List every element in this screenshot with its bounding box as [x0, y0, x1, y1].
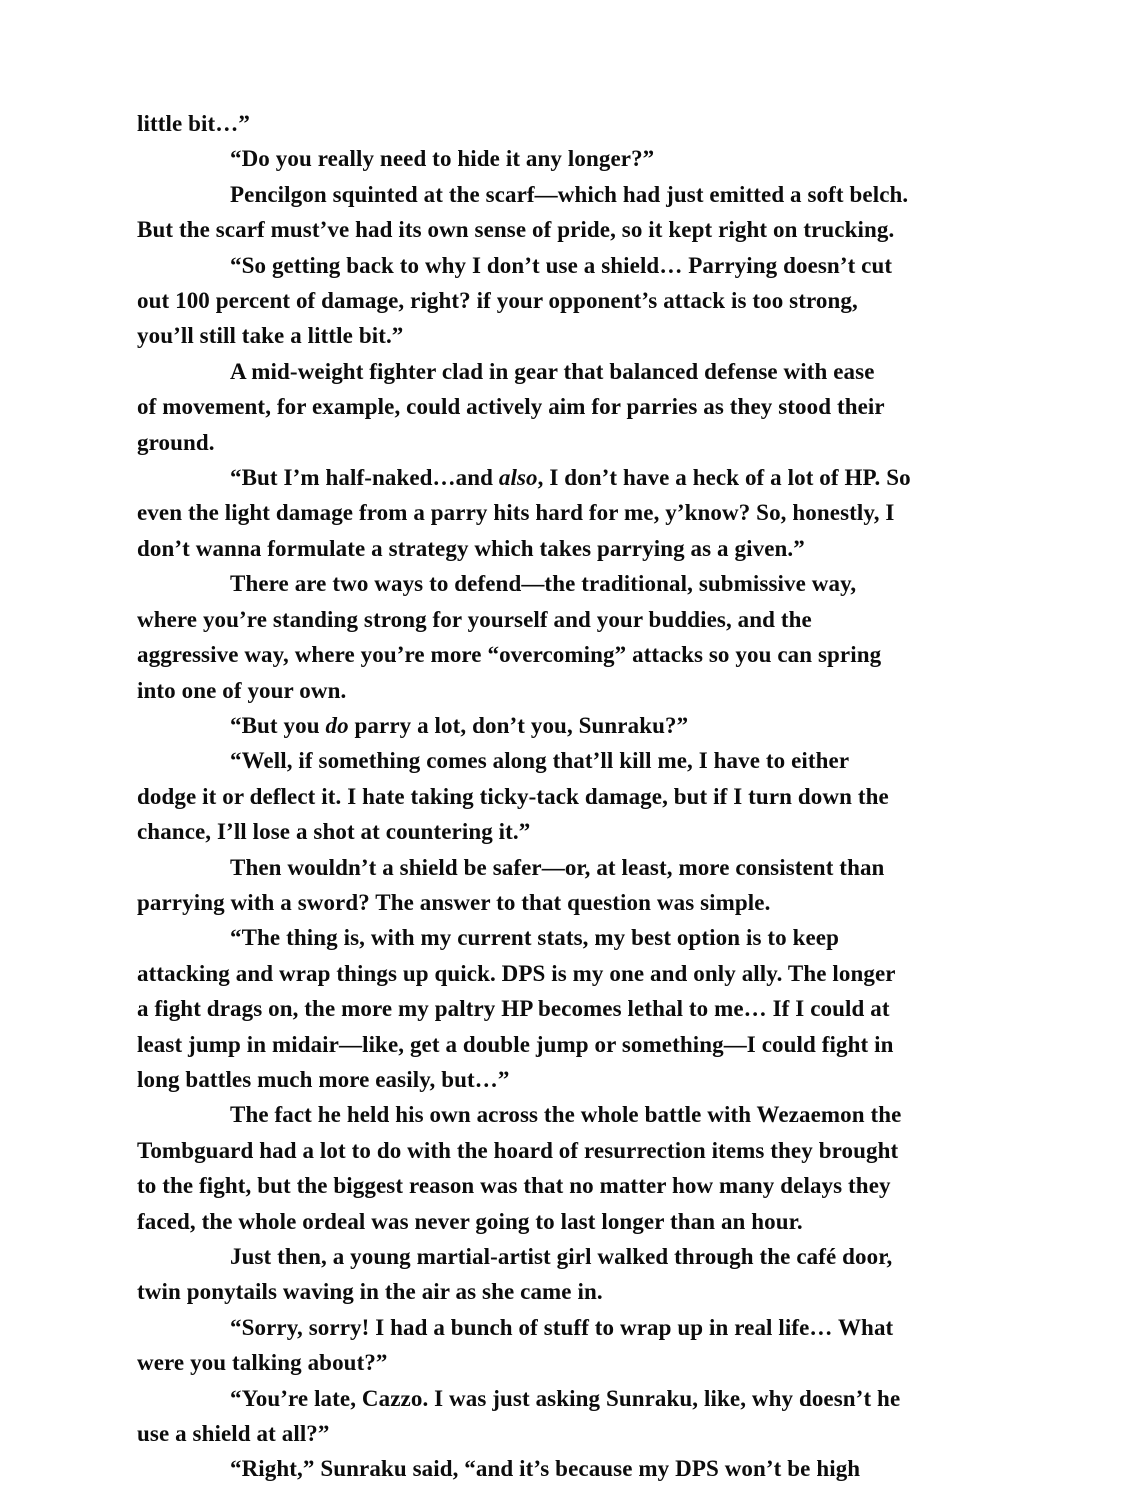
text-line: least jump in midair—like, get a double jump or something—I could fight in	[137, 1031, 894, 1057]
text-line: The fact he held his own across the whole battle with Wezaemon the	[230, 1102, 902, 1128]
text-line: Pencilgon squinted at the scarf—which had just emitted a soft belch.	[230, 181, 909, 207]
text-line: parrying with a sword? The answer to that question was simple.	[137, 889, 771, 915]
text-line: “The thing is, with my current stats, my best option is to keep	[230, 925, 840, 951]
text-line: out 100 percent of damage, right? if your opponent’s attack is too strong,	[137, 288, 858, 314]
text-line: of movement, for example, could actively aim for parries as they stood their	[137, 394, 885, 420]
text-line: “But I’m half-naked…and also, I don’t have a heck of a lot of HP. So	[230, 465, 911, 491]
text-line: There are two ways to defend—the traditional, submissive way,	[230, 571, 857, 597]
text-line: “Well, if something comes along that’ll kill me, I have to either	[230, 748, 850, 774]
text-line: to the fight, but the biggest reason was that no matter how many delays they	[137, 1173, 891, 1199]
paragraph	[137, 1451, 1037, 1486]
text-line: A mid-weight fighter clad in gear that balanced defense with ease	[230, 358, 875, 384]
text-line: But the scarf must’ve had its own sense of pride, so it kept right on trucking.	[137, 217, 895, 243]
text-line: “You’re late, Cazzo. I was just asking Sunraku, like, why doesn’t he	[230, 1385, 901, 1411]
paragraph	[137, 248, 1037, 354]
text-line: “But you do parry a lot, don’t you, Sunraku?”	[230, 712, 689, 738]
paragraph	[137, 566, 1037, 708]
text-line: little bit…”	[137, 111, 250, 136]
paragraph	[137, 1381, 1037, 1452]
text-line: “So getting back to why I don’t use a shield… Parrying doesn’t cut	[230, 252, 893, 278]
paragraph	[137, 1239, 1037, 1310]
text-line: Just then, a young martial-artist girl walked through the café door,	[230, 1244, 893, 1269]
paragraph	[137, 850, 1037, 921]
paragraph	[137, 141, 1037, 176]
paragraph	[137, 1097, 1037, 1239]
text-line: into one of your own.	[137, 677, 347, 703]
text-line: Then wouldn’t a shield be safer—or, at least, more consistent than	[230, 854, 885, 880]
paragraph	[137, 354, 1037, 460]
text-line: were you talking about?”	[137, 1350, 388, 1376]
paragraph	[137, 743, 1037, 849]
text-line: use a shield at all?”	[137, 1421, 330, 1447]
text-line: long battles much more easily, but…”	[137, 1066, 510, 1092]
text-line: ground.	[137, 429, 215, 455]
paragraph	[137, 1310, 1037, 1381]
text-line: you’ll still take a little bit.”	[137, 323, 404, 349]
page-text	[137, 106, 1037, 1487]
text-line: a fight drags on, the more my paltry HP becomes lethal to me… If I could at	[137, 996, 890, 1022]
text-line: attacking and wrap things up quick. DPS is my one and only ally. The longer	[137, 960, 896, 986]
text-line: “Right,” Sunraku said, “and it’s because my DPS won’t be high	[230, 1456, 861, 1482]
text-line: dodge it or deflect it. I hate taking ticky-tack damage, but if I turn down the	[137, 783, 889, 809]
text-line: Tombguard had a lot to do with the hoard of resurrection items they brought	[137, 1137, 899, 1163]
paragraph	[137, 708, 1037, 743]
text-line: “Sorry, sorry! I had a bunch of stuff to wrap up in real life… What	[230, 1314, 894, 1340]
paragraph	[137, 177, 1037, 248]
text-line: chance, I’ll lose a shot at countering it.”	[137, 819, 531, 845]
text-line: twin ponytails waving in the air as she came in.	[137, 1279, 603, 1305]
text-line: faced, the whole ordeal was never going to last longer than an hour.	[137, 1208, 803, 1234]
text-line: don’t wanna formulate a strategy which takes parrying as a given.”	[137, 535, 805, 561]
paragraph	[137, 460, 1037, 566]
text-line: even the light damage from a parry hits hard for me, y’know? So, honestly, I	[137, 500, 895, 526]
paragraph	[137, 106, 1037, 141]
text-line: “Do you really need to hide it any longer?”	[230, 146, 655, 172]
text-line: where you’re standing strong for yourself and your buddies, and the	[137, 606, 812, 632]
paragraph	[137, 920, 1037, 1097]
italic-text: also	[498, 465, 538, 491]
text-line: aggressive way, where you’re more “overcoming” attacks so you can spring	[137, 642, 882, 668]
italic-text: do	[325, 712, 349, 738]
